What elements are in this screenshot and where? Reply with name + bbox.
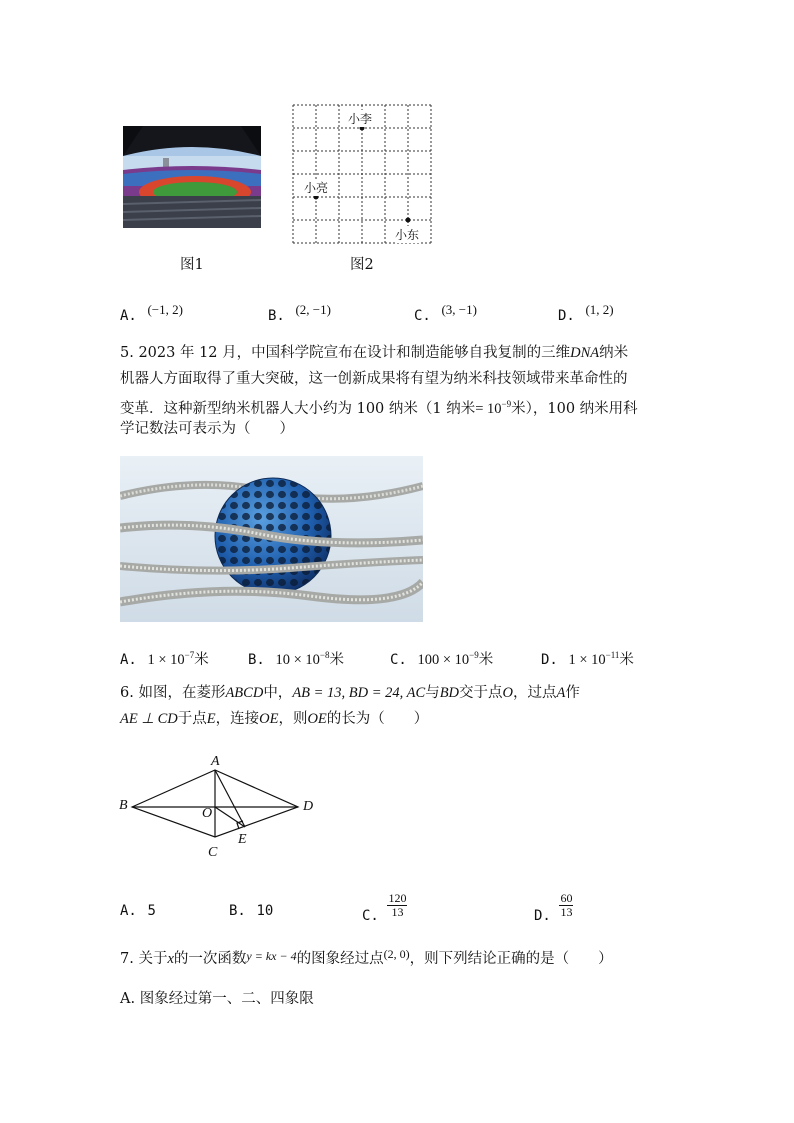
q4-option-c: C. (3, −1) (414, 302, 477, 324)
q5-option-d: D. $1 \times 10^{-11}$米 (541, 650, 634, 668)
q5-line2: 机器人方面取得了重大突破，这一创新成果将有望为纳米科技领域带来革命性的 (120, 371, 628, 387)
q4-option-d: D. (1, 2) (558, 302, 614, 324)
label-xiaoliang: 小亮 (304, 181, 329, 195)
q7-stem: 7. 关于x的一次函数$^{y = kx - 4}$的图象经过点$^{(2, 0)}$，则下列结论正确的是（ ） (120, 947, 613, 967)
point-label-o: O (202, 806, 213, 821)
q6-option-a: A. 5 (120, 903, 156, 919)
point-label-d: D (303, 799, 314, 814)
q6-line2: AE ⊥ CD于点E，连接OE，则OE的长为（ ） (120, 711, 429, 727)
point-label-b: B (119, 798, 128, 813)
q6-option-b: B. 10 (229, 903, 274, 919)
q5-line4: 学记数法可表示为（ ） (120, 421, 294, 437)
q6-option-c: C. $\frac{120}{13}$ (362, 891, 407, 924)
q5-option-c: C. $100 \times 10^{-9}$米 (390, 650, 494, 668)
label-xiaoli: 小李 (348, 112, 373, 126)
q4-option-a: A. (−1, 2) (120, 302, 183, 324)
q7-option-a: A. 图象经过第一、二、四象限 (120, 991, 314, 1007)
nanorobot-image (120, 456, 423, 622)
q4-option-b: B. (2, −1) (268, 302, 331, 324)
q5-option-a: A. $1 \times 10^{-7}$米 (120, 650, 209, 668)
q5-line1: 5. 2023 年 12 月，中国科学院宣布在设计和制造能够自我复制的三维DNA纳米 (120, 345, 629, 361)
stadium-photo (123, 126, 261, 228)
label-xiaodong: 小东 (395, 228, 420, 242)
figure2-caption: 图2 (350, 257, 374, 273)
point-xiaodong (406, 218, 411, 223)
point-label-c: C (208, 845, 218, 860)
point-label-e: E (238, 832, 247, 847)
q5-option-b: B. $10 \times 10^{-8}$米 (248, 650, 344, 668)
q6-option-d: D. $\frac{60}{13}$ (534, 891, 573, 924)
figure1-caption: 图1 (180, 257, 204, 273)
q6-line1: 6. 如图，在菱形ABCD中，AB = 13, BD = 24, AC与BD交于点O，过点A作 (120, 685, 580, 701)
q5-line3: 变革．这种新型纳米机器人大小约为 100 纳米（1 纳米= $10^{-9}$米），100 纳米用科 (120, 399, 638, 417)
point-label-a: A (211, 754, 220, 769)
rhombus-diagram (115, 752, 325, 867)
